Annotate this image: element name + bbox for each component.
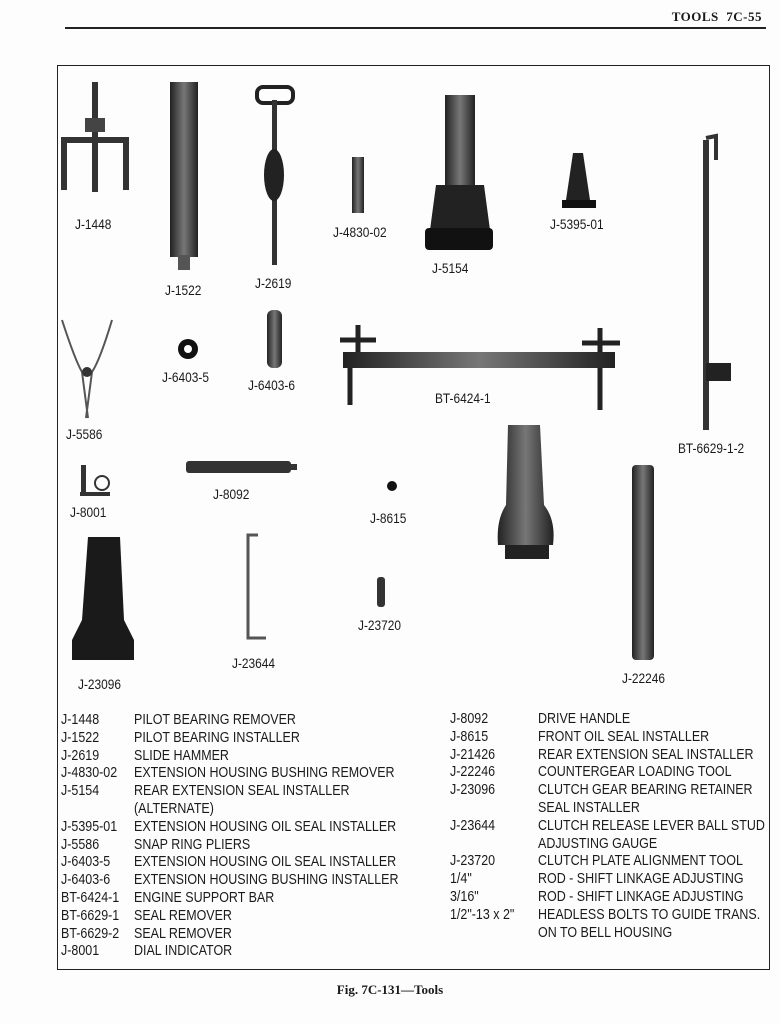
tool-code: 1/4"	[450, 871, 472, 888]
tool-description: PILOT BEARING REMOVER	[134, 712, 296, 728]
tool-description: ON TO BELL HOUSING	[538, 924, 673, 941]
tool-description: CLUTCH RELEASE LEVER BALL STUD	[538, 817, 765, 834]
tool-description: ENGINE SUPPORT BAR	[134, 890, 275, 906]
tool-description: SEAL REMOVER	[134, 925, 232, 942]
tool-description: CLUTCH GEAR BEARING RETAINER	[538, 782, 753, 799]
tool-j-5154-installer	[425, 95, 493, 250]
tool-code: J-21426	[450, 746, 496, 763]
tool-description: HEADLESS BOLTS TO GUIDE TRANS.	[538, 906, 761, 923]
tool-j-8092-drive-handle	[186, 461, 297, 473]
tool-code: J-22246	[450, 764, 496, 781]
figure-label: J-5586	[66, 426, 103, 442]
tool-j-22246-loading-tool	[632, 465, 654, 660]
tool-j-6403-5-installer	[178, 339, 198, 359]
tool-description: PILOT BEARING INSTALLER	[134, 729, 300, 746]
tool-code: 1/2"-13 x 2"	[450, 906, 515, 923]
tool-j-5395-01-installer	[562, 153, 596, 208]
tool-j-1522-installer	[170, 82, 198, 270]
figure-label: J-23096	[78, 676, 122, 692]
tool-j-6403-6-installer	[267, 310, 282, 368]
tool-description: SNAP RING PLIERS	[134, 836, 251, 853]
tool-code: J-8615	[450, 728, 489, 745]
tool-description: SEAL REMOVER	[134, 907, 232, 924]
tool-j-8001-dial-indicator	[80, 465, 110, 496]
tool-j-23644-gauge	[248, 535, 266, 638]
figure-label: J-1448	[75, 216, 112, 232]
tool-code: J-23644	[450, 817, 496, 834]
tool-j-23720-alignment	[377, 577, 385, 607]
tool-description: EXTENSION HOUSING OIL SEAL INSTALLER	[134, 854, 397, 871]
tool-code: J-5395-01	[61, 818, 118, 835]
tool-description: COUNTERGEAR LOADING TOOL	[538, 764, 732, 781]
tool-code: J-1522	[61, 729, 100, 746]
header-title: TOOLS	[671, 9, 719, 24]
figure-label: BT-6629-1-2	[678, 440, 745, 456]
tool-code: J-8001	[61, 943, 100, 960]
tool-bt-6629-seal-remover	[703, 136, 731, 430]
tool-j-2619-slide-hammer	[257, 87, 293, 265]
figure-label: J-8001	[70, 504, 107, 520]
tool-code: BT-6424-1	[61, 890, 120, 906]
tool-j-4830-02-remover	[352, 157, 364, 213]
figure-label: J-6403-6	[248, 377, 295, 393]
tool-description: DIAL INDICATOR	[134, 943, 233, 960]
tool-description: ROD - SHIFT LINKAGE ADJUSTING	[538, 871, 744, 888]
figure-label: J-5395-01	[550, 216, 604, 232]
figure-label: J-2619	[255, 275, 292, 291]
tool-description: REAR EXTENSION SEAL INSTALLER	[134, 783, 350, 800]
tool-description: REAR EXTENSION SEAL INSTALLER	[538, 746, 754, 763]
tool-description: ROD - SHIFT LINKAGE ADJUSTING	[538, 889, 744, 905]
tool-description: FRONT OIL SEAL INSTALLER	[538, 728, 710, 745]
tool-code: J-5586	[61, 836, 100, 853]
tool-description: EXTENSION HOUSING OIL SEAL INSTALLER	[134, 818, 397, 835]
tool-description: SLIDE HAMMER	[134, 747, 229, 764]
figure-label: J-22246	[622, 670, 666, 686]
figure-label: J-4830-02	[333, 224, 387, 240]
tool-code: BT-6629-2	[61, 925, 120, 942]
figure-label: J-23644	[232, 655, 276, 671]
tool-code: J-23096	[450, 782, 496, 799]
tool-code: 3/16"	[450, 889, 479, 905]
tool-description: EXTENSION HOUSING BUSHING REMOVER	[134, 765, 395, 782]
tool-description: CLUTCH PLATE ALIGNMENT TOOL	[538, 853, 743, 870]
tool-code: J-4830-02	[61, 765, 118, 782]
tool-code: J-2619	[61, 747, 100, 764]
tool-code: BT-6629-1	[61, 907, 120, 924]
tool-j-23096-installer	[72, 537, 134, 660]
tool-description: ADJUSTING GAUGE	[538, 835, 658, 852]
tool-description: (ALTERNATE)	[134, 801, 214, 817]
figure-label: J-5154	[432, 260, 469, 276]
tool-j-21426-installer	[498, 425, 554, 559]
figure-label: BT-6424-1	[435, 390, 491, 406]
figure-caption: Fig. 7C-131—Tools	[336, 982, 444, 997]
figure-label: J-23720	[358, 617, 402, 633]
tool-code: J-1448	[61, 712, 100, 728]
tool-j-5586-pliers	[62, 320, 112, 418]
figure-label: J-6403-5	[162, 369, 209, 385]
tool-description: DRIVE HANDLE	[538, 711, 631, 727]
page-number: 7C-55	[726, 9, 762, 24]
figure-label: J-8092	[213, 486, 250, 502]
tool-description: EXTENSION HOUSING BUSHING INSTALLER	[134, 872, 399, 889]
tool-j-1448-puller	[64, 82, 126, 192]
tool-code: J-6403-6	[61, 872, 111, 889]
figure-label: J-1522	[165, 282, 202, 298]
figure-label: J-8615	[370, 510, 407, 526]
tool-description: SEAL INSTALLER	[538, 800, 640, 816]
tool-code: J-5154	[61, 783, 100, 800]
tool-j-8615-installer	[387, 481, 397, 491]
tool-code: J-8092	[450, 711, 489, 727]
tool-code: J-23720	[450, 853, 496, 870]
tool-code: J-6403-5	[61, 854, 111, 871]
